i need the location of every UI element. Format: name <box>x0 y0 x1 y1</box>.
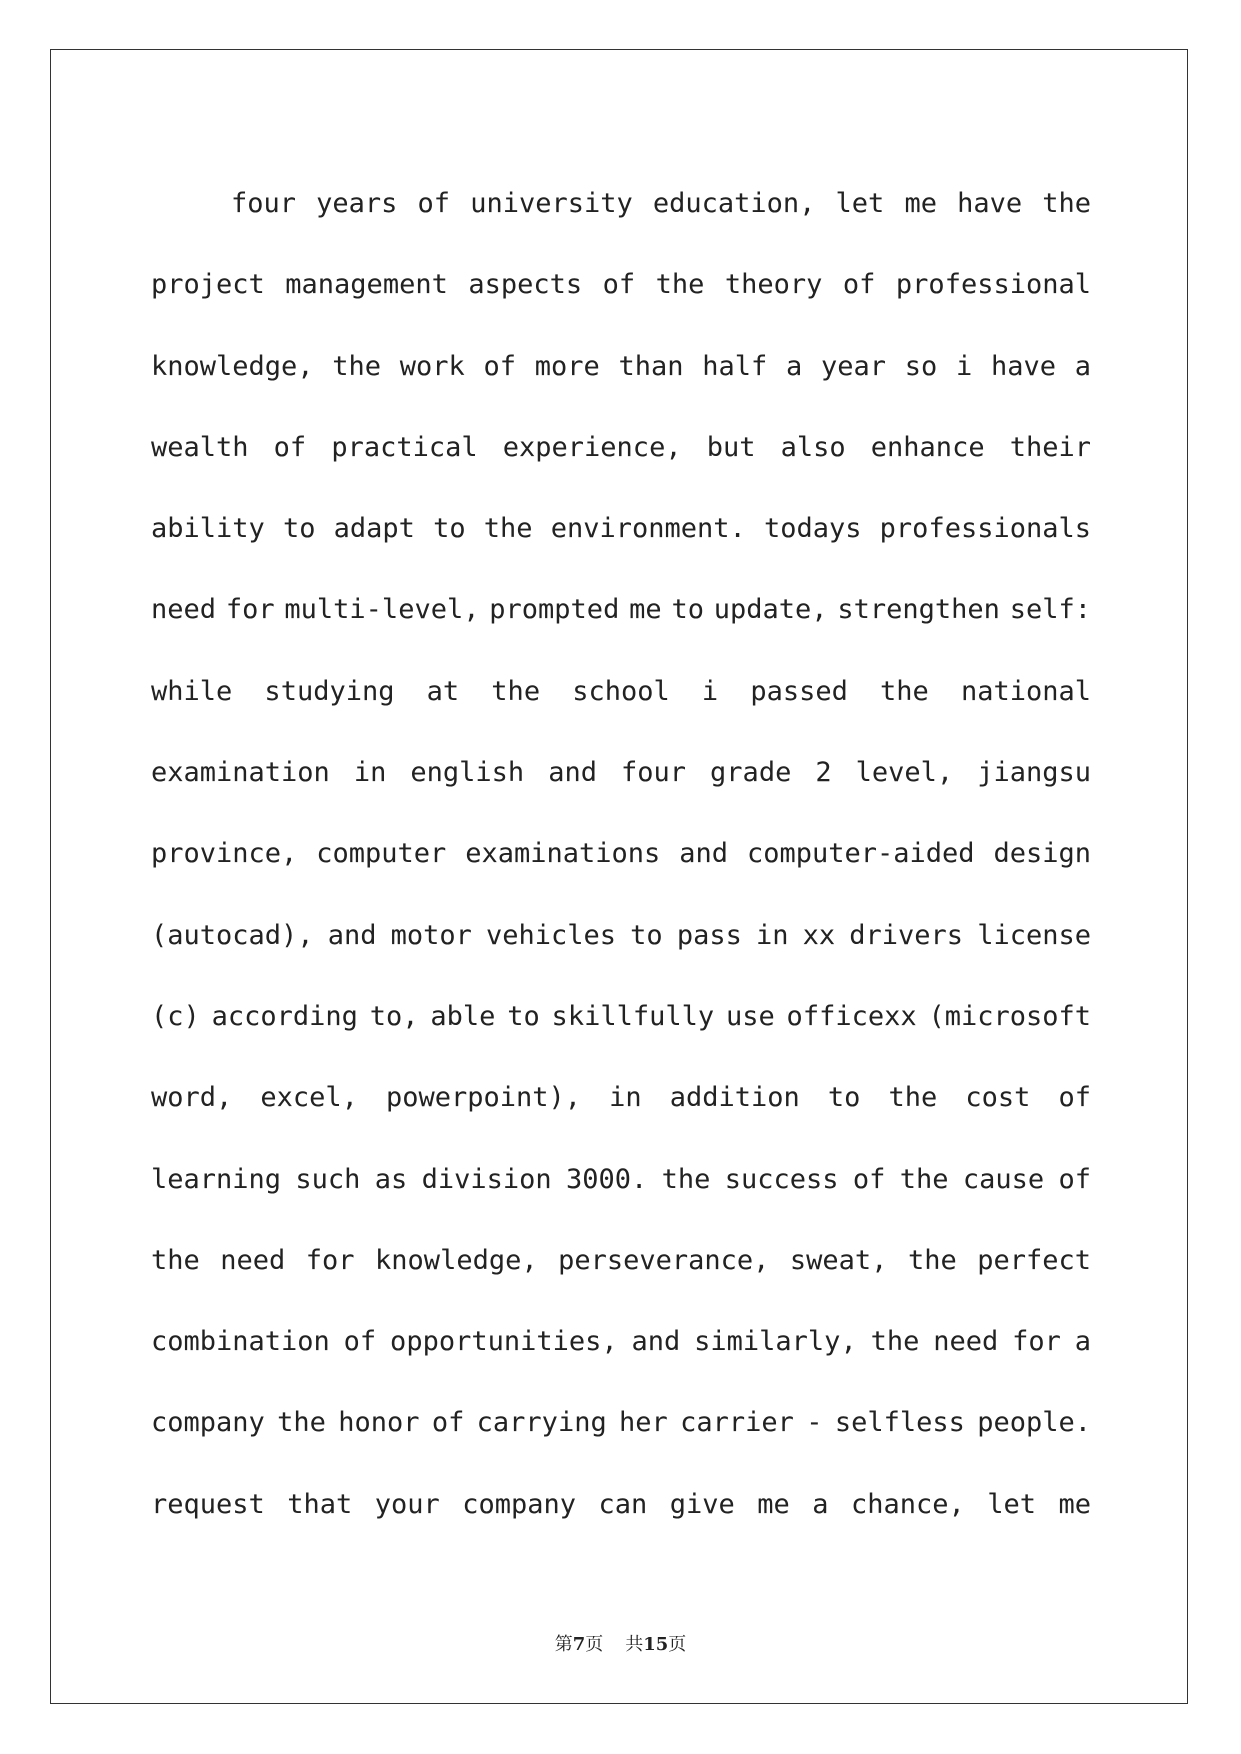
body-line: project management aspects of the theory of professional <box>151 269 1091 301</box>
body-line: ability to adapt to the environment. todays professionals <box>151 513 1091 545</box>
page-suffix: 页 <box>585 1634 604 1655</box>
body-line: word, excel, powerpoint), in addition to the cost of <box>151 1082 1091 1114</box>
body-line: (c) according to, able to skillfully use officexx (microsoft <box>151 1000 1091 1032</box>
body-line: (autocad), and motor vehicles to pass in xx drivers license <box>151 919 1091 951</box>
document-body <box>151 163 1091 1545</box>
total-page-count: 15 <box>643 1634 669 1655</box>
body-line: combination of opportunities, and similarly, the need for a <box>151 1326 1091 1358</box>
total-prefix: 共 <box>625 1634 644 1655</box>
body-line: request that your company can give me a chance, let me <box>151 1488 1091 1520</box>
body-line: examination in english and four grade 2 level, jiangsu <box>151 757 1091 789</box>
body-line: wealth of practical experience, but also enhance their <box>151 431 1091 463</box>
body-line: knowledge, the work of more than half a year so i have a <box>151 350 1091 382</box>
total-suffix: 页 <box>668 1634 687 1655</box>
body-line: learning such as division 3000. the success of the cause of <box>151 1163 1091 1195</box>
body-line: company the honor of carrying her carrier - selfless people. <box>151 1407 1091 1439</box>
body-line: four years of university education, let me have the <box>231 188 1091 219</box>
current-page-number: 7 <box>572 1634 586 1655</box>
body-line: need for multi-level, prompted me to update, strengthen self: <box>151 594 1091 626</box>
page-prefix: 第 <box>554 1634 573 1655</box>
body-line: province, computer examinations and computer-aided design <box>151 838 1091 870</box>
page-number-footer <box>0 1630 1241 1656</box>
body-line: the need for knowledge, perseverance, sweat, the perfect <box>151 1244 1091 1276</box>
body-line: while studying at the school i passed the national <box>151 675 1091 707</box>
